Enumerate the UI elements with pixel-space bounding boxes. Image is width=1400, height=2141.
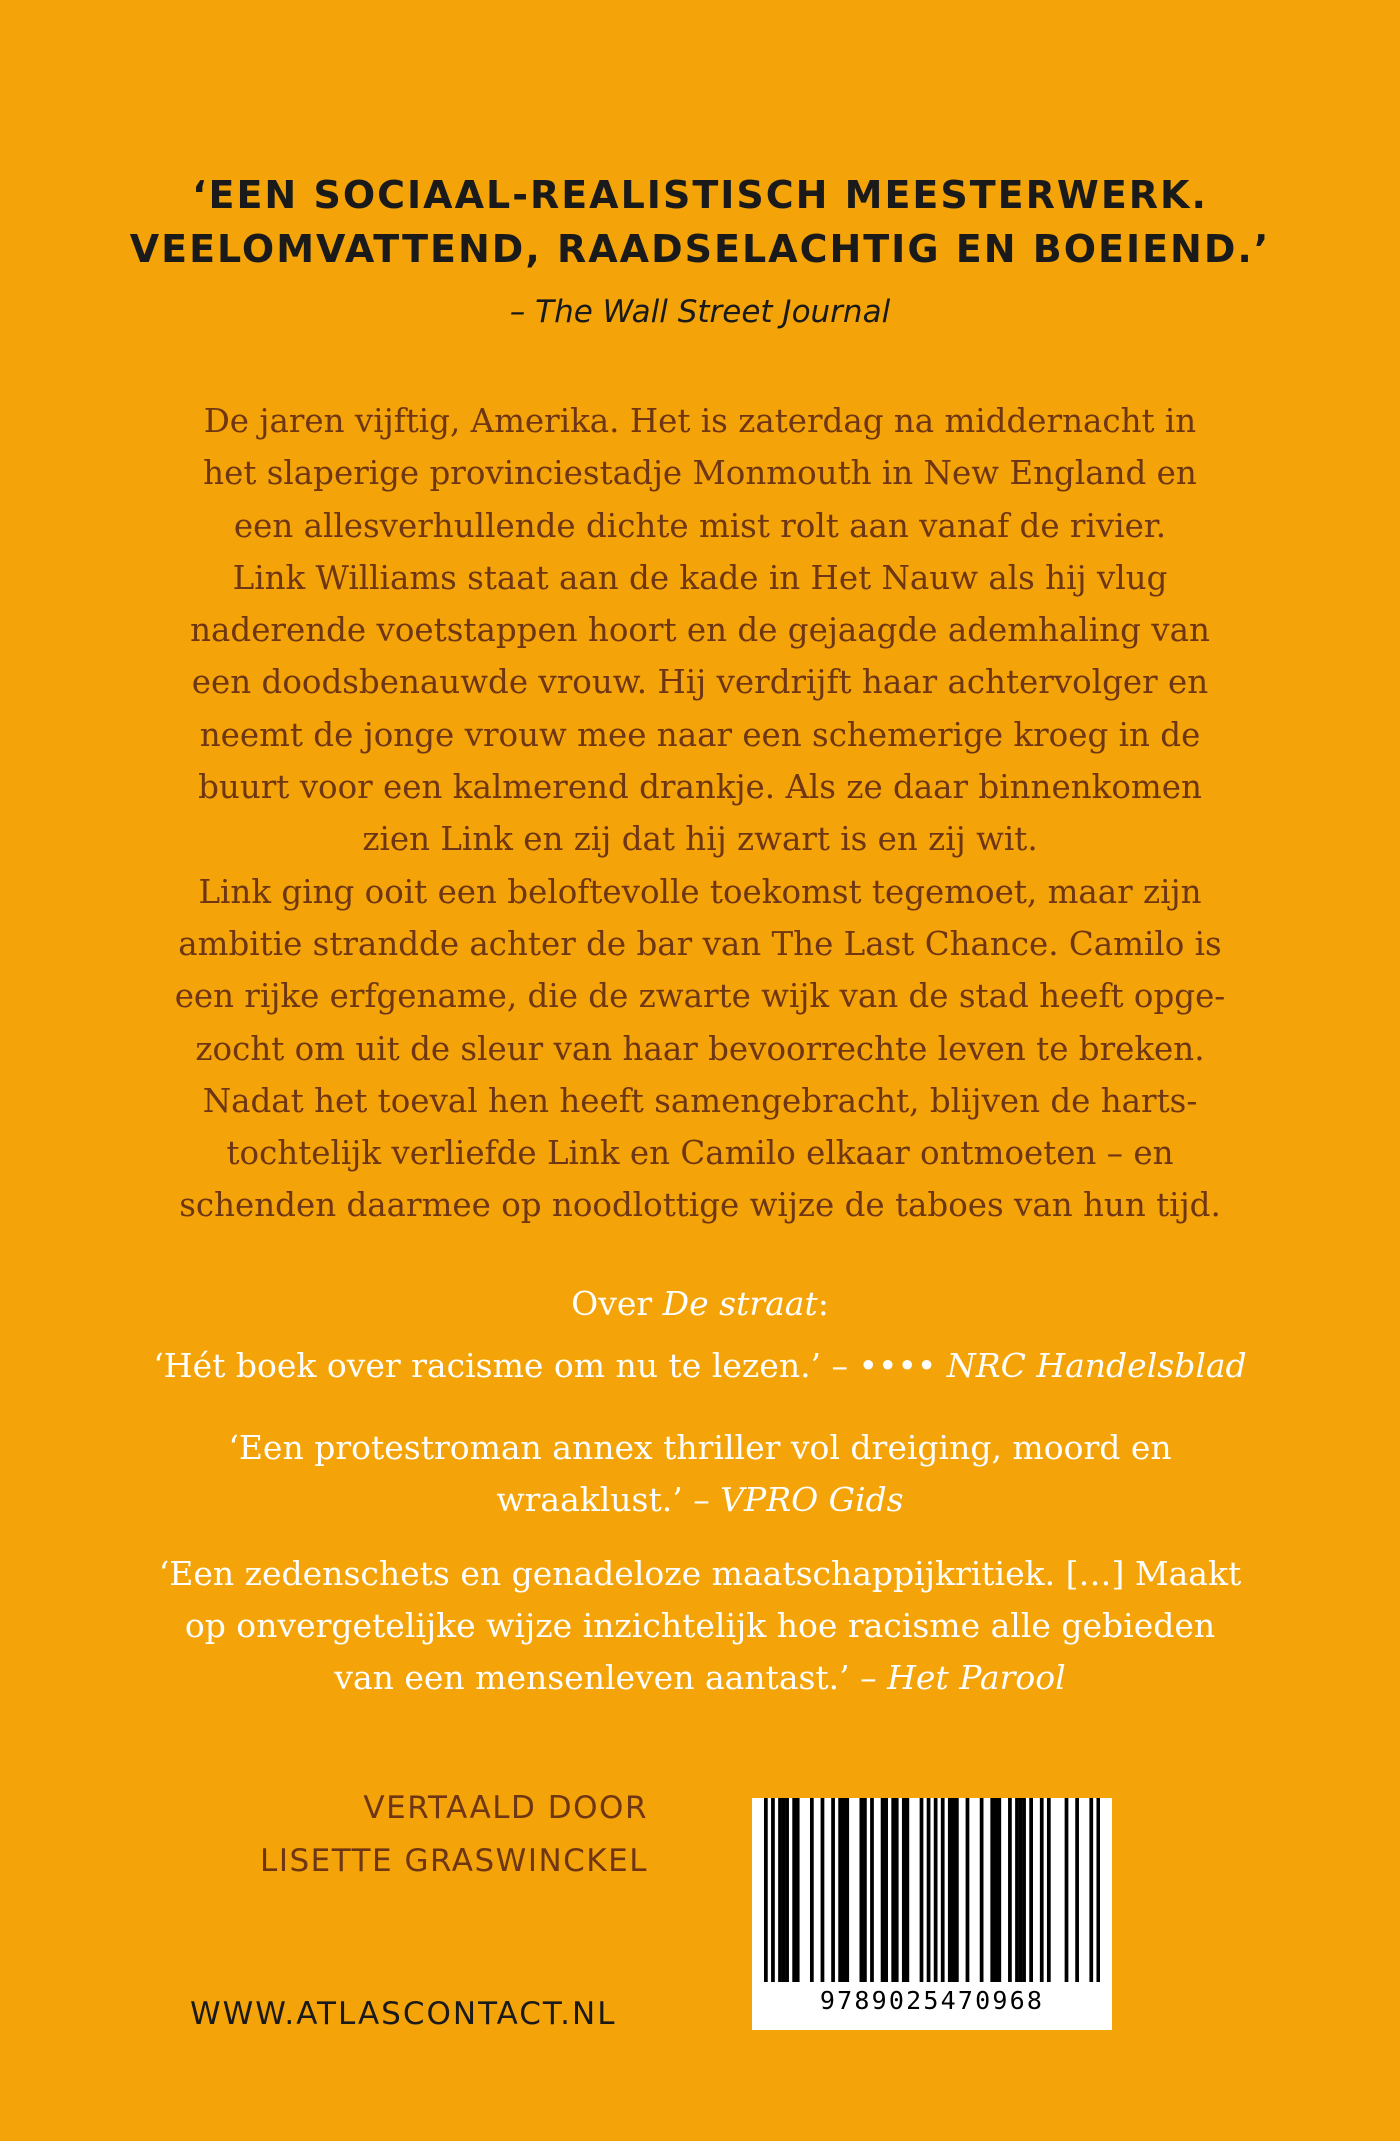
barcode-bar bbox=[1008, 1798, 1012, 1982]
barcode-bar bbox=[810, 1798, 814, 1982]
barcode-bar bbox=[842, 1798, 846, 1982]
barcode-bar bbox=[1096, 1798, 1100, 1982]
barcode-bar bbox=[980, 1798, 984, 1982]
blurb-line: zocht om uit de sleur van haar bevoorrechte leven te breken. bbox=[195, 1029, 1205, 1068]
headline-attribution: – The Wall Street Journal bbox=[509, 294, 891, 330]
headline-quote bbox=[0, 168, 1400, 276]
translator-credit bbox=[260, 1782, 648, 1888]
barcode-bar bbox=[997, 1798, 1001, 1982]
blurb-line: neemt de jonge vrouw mee naar een schemerige kroeg in de bbox=[199, 715, 1201, 754]
barcode-bar bbox=[1029, 1798, 1033, 1982]
publisher-website: WWW.ATLASCONTACT.NL bbox=[190, 1996, 617, 2032]
barcode-bar bbox=[905, 1798, 909, 1982]
barcode-bar bbox=[920, 1798, 924, 1982]
blurb-line: schenden daarmee op noodlottige wijze de taboes van hun tijd. bbox=[179, 1186, 1221, 1225]
barcode-bar bbox=[927, 1798, 931, 1982]
barcode-bar bbox=[1019, 1798, 1023, 1982]
barcode-bar bbox=[859, 1798, 863, 1982]
review-source: NRC Handelsblad bbox=[946, 1346, 1247, 1385]
translator-label: VERTAALD DOOR bbox=[363, 1790, 648, 1826]
review-vpro bbox=[0, 1422, 1400, 1526]
barcode-bar bbox=[1015, 1798, 1019, 1982]
over-book-title: De straat bbox=[662, 1284, 818, 1323]
blurb-line: een rijke erfgename, die de zwarte wijk van de stad heeft opge- bbox=[174, 977, 1226, 1016]
blurb-line: Nadat het toeval hen heeft samengebracht, blijven de harts- bbox=[202, 1081, 1198, 1120]
blurb-line: een allesverhullende dichte mist rolt aan vanaf de rivier. bbox=[233, 506, 1167, 545]
barcode-bar bbox=[792, 1798, 796, 1982]
barcode-bar bbox=[796, 1798, 800, 1982]
barcode-bar bbox=[1065, 1798, 1069, 1982]
barcode-bar bbox=[891, 1798, 895, 1982]
blurb-line: een doodsbenauwde vrouw. Hij verdrijft haar achtervolger en bbox=[191, 663, 1209, 702]
barcode-bar bbox=[838, 1798, 842, 1982]
barcode-bar bbox=[934, 1798, 938, 1982]
translator-name: LISETTE GRASWINCKEL bbox=[260, 1843, 648, 1879]
blurb-line: Link ging ooit een beloftevolle toekomst tegemoet, maar zijn bbox=[198, 872, 1202, 911]
barcode-bar bbox=[955, 1798, 959, 1982]
blurb-text bbox=[0, 395, 1400, 1232]
barcode-bar bbox=[941, 1798, 945, 1982]
headline-line-1: ‘EEN SOCIAAL-REALISTISCH MEESTERWERK. bbox=[192, 173, 1208, 217]
barcode-bar bbox=[845, 1798, 849, 1982]
barcode-bar bbox=[1089, 1798, 1093, 1982]
headline-line-2: VEELOMVATTEND, RAADSELACHTIG EN BOEIEND.’ bbox=[129, 227, 1271, 271]
blurb-line: tochtelijk verliefde Link en Camilo elkaar ontmoeten – en bbox=[226, 1134, 1174, 1173]
barcode-bar bbox=[1047, 1798, 1051, 1982]
barcode-bar bbox=[863, 1798, 867, 1982]
review-source: VPRO Gids bbox=[720, 1480, 904, 1519]
barcode-bar bbox=[821, 1798, 825, 1982]
blurb-line: De jaren vijftig, Amerika. Het is zaterdag na middernacht in bbox=[203, 402, 1197, 440]
over-suffix: : bbox=[817, 1284, 829, 1323]
barcode-bar bbox=[881, 1798, 885, 1982]
blurb-line: Link Williams staat aan de kade in Het Nauw als hij vlug bbox=[232, 558, 1168, 597]
blurb-line: ambitie strandde achter de bar van The Last Chance. Camilo is bbox=[178, 924, 1222, 963]
blurb-line: het slaperige provinciestadje Monmouth in New England en bbox=[203, 454, 1197, 493]
barcode-bar bbox=[771, 1798, 775, 1982]
review-text: van een mensenleven aantast.’ – bbox=[334, 1658, 888, 1697]
barcode-bar bbox=[994, 1798, 998, 1982]
barcode-bar bbox=[884, 1798, 888, 1982]
barcode-bar bbox=[1075, 1798, 1079, 1982]
barcode-bar bbox=[1022, 1798, 1026, 1982]
blurb-line: zien Link en zij dat hij zwart is en zij wit. bbox=[362, 820, 1038, 859]
review-parool bbox=[0, 1548, 1400, 1704]
review-text: ‘Hét boek over racisme om nu te lezen.’ – •••• bbox=[153, 1346, 947, 1385]
barcode-bar bbox=[831, 1798, 835, 1982]
over-heading bbox=[0, 1278, 1400, 1330]
review-nrc bbox=[0, 1340, 1400, 1392]
blurb-line: naderende voetstappen hoort en de gejaagde ademhaling van bbox=[190, 611, 1210, 650]
barcode-bar bbox=[778, 1798, 782, 1982]
blurb-line: buurt voor een kalmerend drankje. Als ze daar binnenkomen bbox=[198, 768, 1202, 807]
isbn-barcode bbox=[752, 1798, 1112, 2030]
barcode-bar bbox=[782, 1798, 786, 1982]
barcode-bars bbox=[764, 1798, 1100, 1986]
barcode-bar bbox=[785, 1798, 789, 1982]
review-text: ‘Een zedenschets en genadeloze maatschappijkritiek. […] Maakt bbox=[158, 1554, 1242, 1593]
review-text: ‘Een protestroman annex thriller vol dreiging, moord en bbox=[228, 1428, 1172, 1467]
barcode-bar bbox=[870, 1798, 874, 1982]
barcode-bar bbox=[895, 1798, 899, 1982]
barcode-bar bbox=[1040, 1798, 1044, 1982]
review-source: Het Parool bbox=[887, 1658, 1066, 1697]
barcode-bar bbox=[764, 1798, 768, 1982]
barcode-bar bbox=[948, 1798, 952, 1982]
barcode-bar bbox=[966, 1798, 970, 1982]
review-text: wraaklust.’ – bbox=[496, 1480, 721, 1519]
barcode-bar bbox=[951, 1798, 955, 1982]
isbn-number: 9789025470968 bbox=[819, 1986, 1045, 2015]
over-prefix: Over bbox=[571, 1284, 663, 1323]
review-text: op onvergetelijke wijze inzichtelijk hoe racisme alle gebieden bbox=[184, 1606, 1216, 1645]
barcode-bar bbox=[902, 1798, 906, 1982]
barcode-bar bbox=[990, 1798, 994, 1982]
